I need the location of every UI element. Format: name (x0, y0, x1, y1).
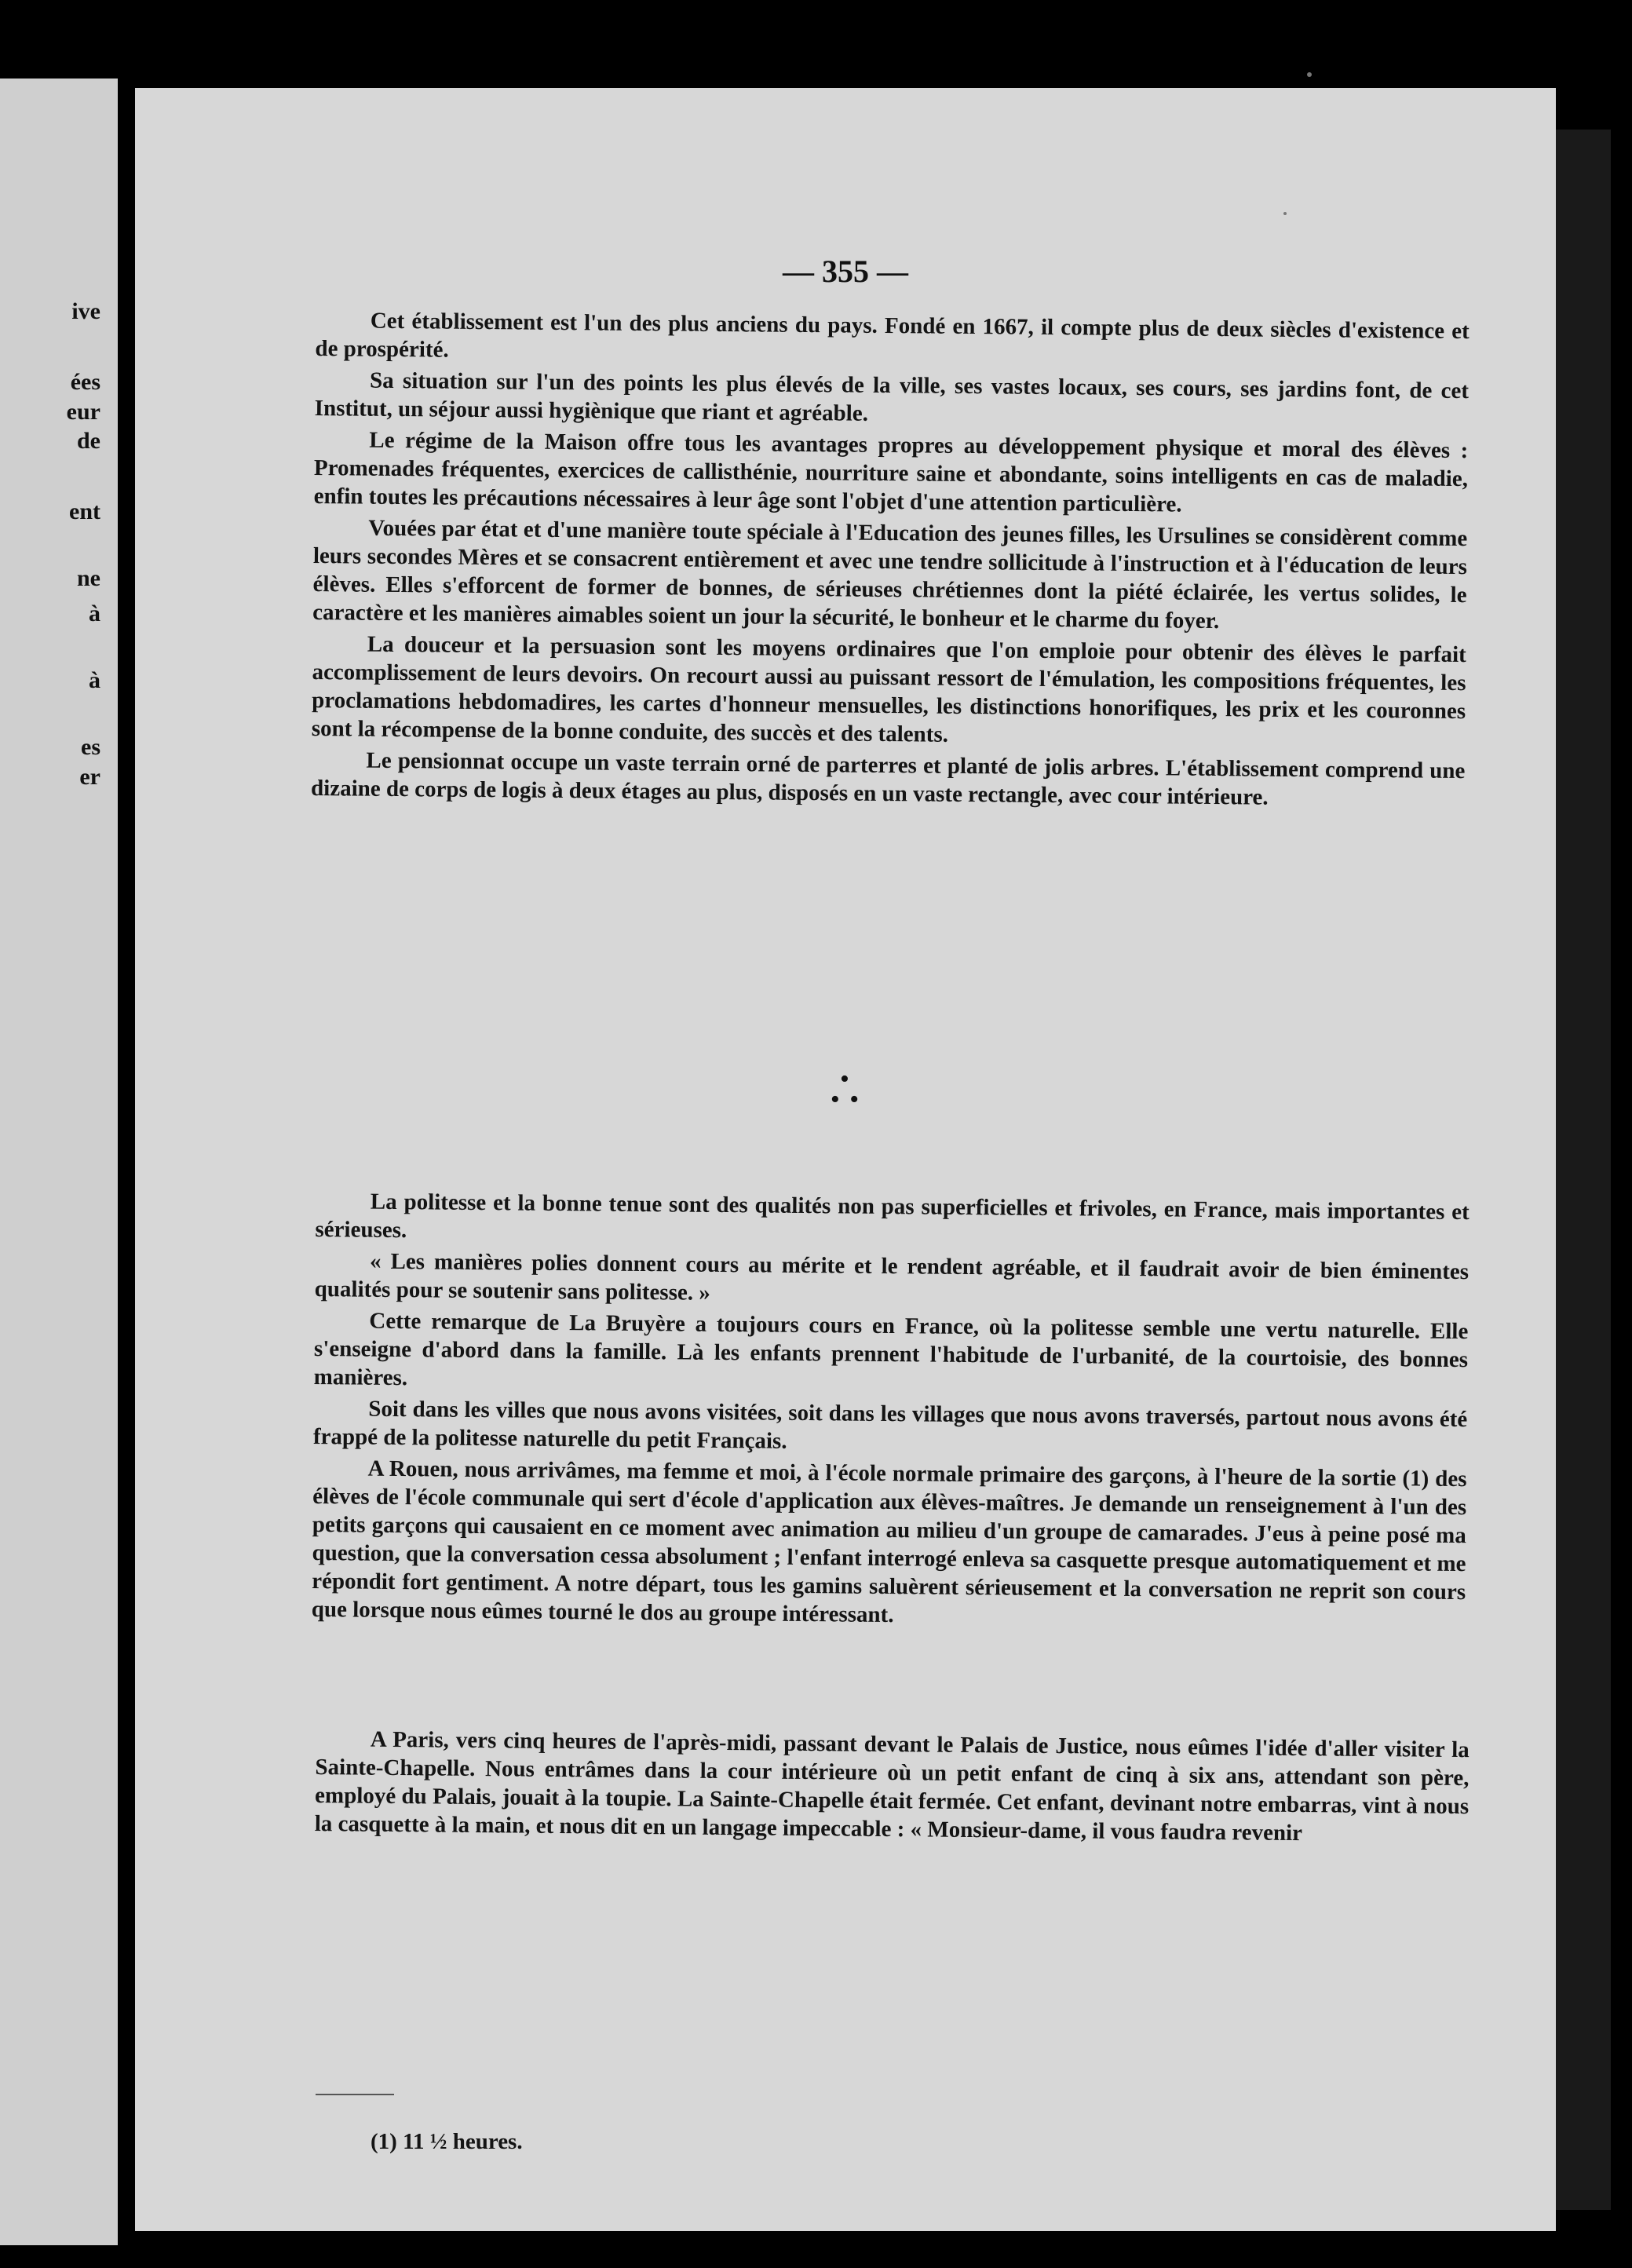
paragraph: A Rouen, nous arrivâmes, ma femme et moi, à l'école normale primaire des garçons, à l'heure de la sortie (1) des élèves de l'école communale qui sert d'école d'application aux élèves-maîtres. Je demande un renseignement à l'un des petits garçons qui causaient en ce moment avec animation au milieu d'un groupe de camarades. J'eus à peine posé ma question, que la conversation cessa absolument ; l'enfant interrogé enleva sa casquette presque automatiquement et me répondit fort gentiment. A notre départ, tous les gamins saluèrent sérieusement et la conversation ne reprit son cours que lorsque nous eûmes tourné le dos au groupe intéressant. (311, 1455, 1467, 1628)
paragraph: Le régime de la Maison offre tous les avantages propres au développement physique et moral des élèves : Promenades fréquentes, exercices de callisthénie, nourriture saine et abondante, soins intelligents en cas de maladie, enfin toutes les précautions nécessaires à leur âge sont l'objet d'une attention particulière. (313, 427, 1469, 517)
dust-speck (1307, 72, 1312, 77)
paragraph: La politesse et la bonne tenue sont des qualités non pas superficielles et frivoles, en France, mais importantes et sérieuses. (315, 1189, 1470, 1244)
paragraph: Sa situation sur l'un des points les plus élevés de la ville, ses vastes locaux, ses cours, ses jardins font, de cet Institut, un séjour aussi hygiènique que riant et agréable. (314, 367, 1470, 426)
fragment: es (81, 734, 100, 760)
paragraph: Vouées par état et d'une manière toute spéciale à l'Education des jeunes filles, les Ursulines se considèrent comme leurs secondes Mères et se consacrent entièrement et avec une tendre sollicitude à l'instruction et à l'éducation de leurs élèves. Elles s'efforcent de former de bonnes, de sérieuses chrétiennes dont la piété éclairée, les vertus solides, le caractère et les manières aimables soient un jour la sécurité, le bonheur et le charme du foyer. (312, 515, 1468, 634)
paragraph: Le pensionnat occupe un vaste terrain orné de parterres et planté de jolis arbres. L'établissement comprend une dizaine de corps de logis à deux étages au plus, disposés en un vaste rectangle, avec cour intérieure. (310, 747, 1466, 810)
fragment: ées (70, 369, 100, 395)
paragraph: La douceur et la persuasion sont les moyens ordinaires que l'on emploie pour obtenir des élèves le parfait accomplissement de leurs devoirs. On recourt aussi au puissant ressort de l'émulation, les compositions fréquentes, les proclamations hebdomadires, les cartes d'honneur mensuelles, les distinctions honorifiques, les prix et les couronnes sont la récompense de la bonne conduite, des succès et des talents. (311, 631, 1466, 747)
paragraph: A Paris, vers cinq heures de l'après-midi, passant devant le Palais de Justice, nous eûmes l'idée d'aller visiter la Sainte-Chapelle. Nous entrâmes dans la cour intérieure où un petit enfant de cinq à six ans, attendant son père, employé du Palais, jouait à la toupie. La Sainte-Chapelle était fermée. Cet enfant, devinant notre embarras, vint à nous la casquette à la main, et nous dit en un langage impeccable : « Monsieur-dame, il vous faudra revenir (314, 1726, 1470, 1846)
fragment: er (79, 764, 100, 790)
paragraph: Cet établissement est l'un des plus anciens du pays. Fondé en 1667, il compte plus de deux siècles d'existence et de prospérité. (315, 308, 1470, 363)
fragment: ent (69, 499, 100, 524)
paragraph: Cette remarque de La Bruyère a toujours cours en France, où la politesse semble une vertu naturelle. Elle s'enseigne d'abord dans la famille. Là les enfants prennent l'habitude de l'urbanité, de la courtoisie, des bonnes manières. (313, 1308, 1469, 1391)
paragraph: « Les manières polies donnent cours au mérite et le rendent agréable, et il faudrait avoir de bien éminentes qualités pour se soutenir sans politesse. » (314, 1248, 1470, 1306)
paragraph: Soit dans les villes que nous avons visitées, soit dans les villages que nous avons traversés, partout nous avons été frappé de la politesse naturelle du petit Français. (312, 1396, 1468, 1454)
footnote-rule (316, 2094, 394, 2095)
section-politesse (312, 1187, 1470, 1638)
fragment: de (77, 428, 100, 454)
page-number: — 355 — (783, 254, 908, 289)
section-ornament (135, 1065, 1556, 1114)
fragment: à (89, 601, 100, 626)
fragment: ive (71, 298, 100, 324)
page-shadow-edge (1556, 130, 1611, 2210)
footnote: (1) 11 ½ heures. (371, 2129, 523, 2154)
fragment: ne (77, 565, 100, 591)
fragment: eur (66, 399, 100, 425)
section-ursulines (311, 306, 1470, 816)
scanned-page (135, 88, 1556, 2231)
ornament-glyphs: • • • (830, 1065, 861, 1114)
dust-speck (1283, 212, 1287, 215)
fragment: à (89, 667, 100, 693)
facing-page-edge (0, 79, 118, 2245)
section-paris (315, 1725, 1470, 1852)
